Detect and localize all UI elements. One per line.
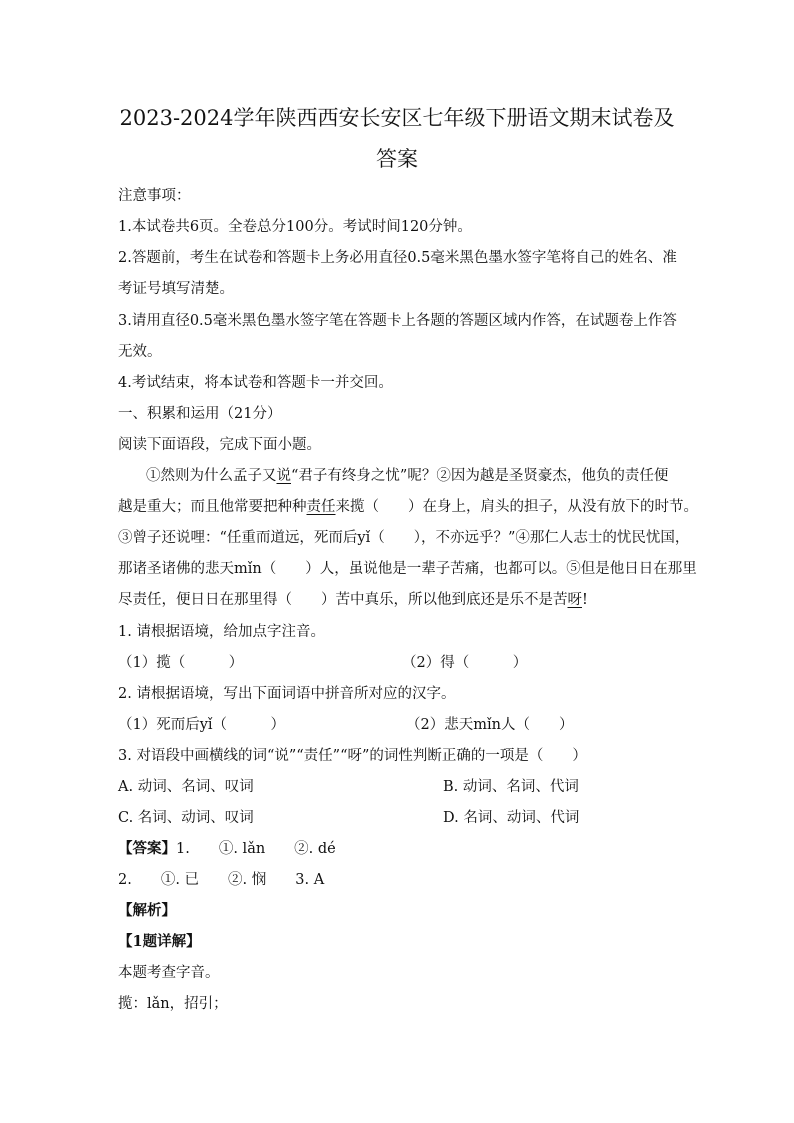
notice-item-3b: 无效。	[118, 344, 162, 360]
passage-line-5	[118, 590, 588, 610]
notice-item-2b: 考证号填写清楚。	[118, 281, 234, 297]
question-2-part-2: （2）悲天mǐn人（ ）	[406, 717, 574, 733]
passage-text: ①然则为什么孟子又	[146, 468, 277, 484]
analysis-text-2: 揽：lǎn，招引；	[118, 996, 228, 1012]
question-2-part-1: （1）死而后yǐ（ ）	[118, 717, 286, 733]
analysis-text-1: 本题考查字音。	[118, 965, 220, 981]
notice-item-4: 4.考试结束，将本试卷和答题卡一并交回。	[118, 375, 393, 391]
underlined-word-zeren: 责任	[306, 499, 336, 515]
page-title-line1: 2023-2024学年陕西西安长安区七年级下册语文期末试卷及	[119, 106, 675, 130]
passage-text: “君子有终身之忧”呢？②因为越是圣贤豪杰，他负的责任便	[291, 468, 669, 484]
option-a: A. 动词、名词、叹词	[118, 779, 254, 795]
question-1-part-2: （2）得（ ）	[402, 655, 528, 671]
question-3: 3. 对语段中画横线的词“说”“责任”“呀”的词性判断正确的一项是（ ）	[118, 748, 587, 764]
option-b: B. 动词、名词、代词	[443, 779, 579, 795]
option-c: C. 名词、动词、叹词	[118, 810, 254, 826]
option-d: D. 名词、动词、代词	[443, 810, 580, 826]
answer-line-1	[118, 839, 336, 859]
analysis-label: 【解析】	[118, 902, 176, 919]
section-heading: 一、积累和运用（21分）	[118, 406, 282, 422]
notice-item-1: 1.本试卷共6页。全卷总分100分。考试时间120分钟。	[118, 219, 472, 235]
answer-line-2: 2. ①. 已 ②. 悯 3. A	[118, 872, 325, 888]
notice-heading: 注意事项：	[118, 188, 191, 204]
passage-line-3: ③曾子还说哩：“任重而道远，死而后yǐ（ ），不亦远乎？”④那仁人志士的忧民忧国，	[118, 530, 690, 546]
answer-text: 1. ①. lǎn ②. dé	[176, 841, 336, 857]
question-2: 2. 请根据语境，写出下面词语中拼音所对应的汉字。	[118, 686, 456, 702]
passage-text: 来揽（ ）在身上，肩头的担子，从没有放下的时节。	[335, 499, 698, 515]
passage-text: !	[582, 592, 588, 608]
underlined-word-ya: 呀	[567, 592, 582, 608]
notice-item-3a: 3.请用直径0.5毫米黑色墨水签字笔在答题卡上各题的答题区域内作答，在试题卷上作答	[118, 313, 677, 329]
section-instruction: 阅读下面语段，完成下面小题。	[118, 437, 321, 453]
passage-text: 尽责任，便日日在那里得（ ）苦中真乐，所以他到底还是乐不是苦	[118, 592, 568, 608]
passage-text: 越是重大；而且他常要把种种	[118, 499, 307, 515]
passage-line-4: 那诸圣诸佛的悲天mǐn（ ）人，虽说他是一辈子苦痛，也都可以。⑤但是他日日在那里	[118, 561, 697, 577]
page-title-line2: 答案	[376, 147, 418, 171]
underlined-word-shuo: 说	[276, 468, 291, 484]
notice-item-2a: 2.答题前，考生在试卷和答题卡上务必用直径0.5毫米黑色墨水签字笔将自己的姓名、准	[118, 250, 677, 266]
answer-label: 【答案】	[118, 840, 176, 857]
passage-line-2	[118, 497, 698, 517]
analysis-detail-heading: 【1题详解】	[118, 933, 201, 950]
question-1-part-1: （1）揽（ ）	[118, 655, 244, 671]
passage-line-1	[146, 466, 668, 486]
question-1: 1. 请根据语境，给加点字注音。	[118, 624, 325, 640]
